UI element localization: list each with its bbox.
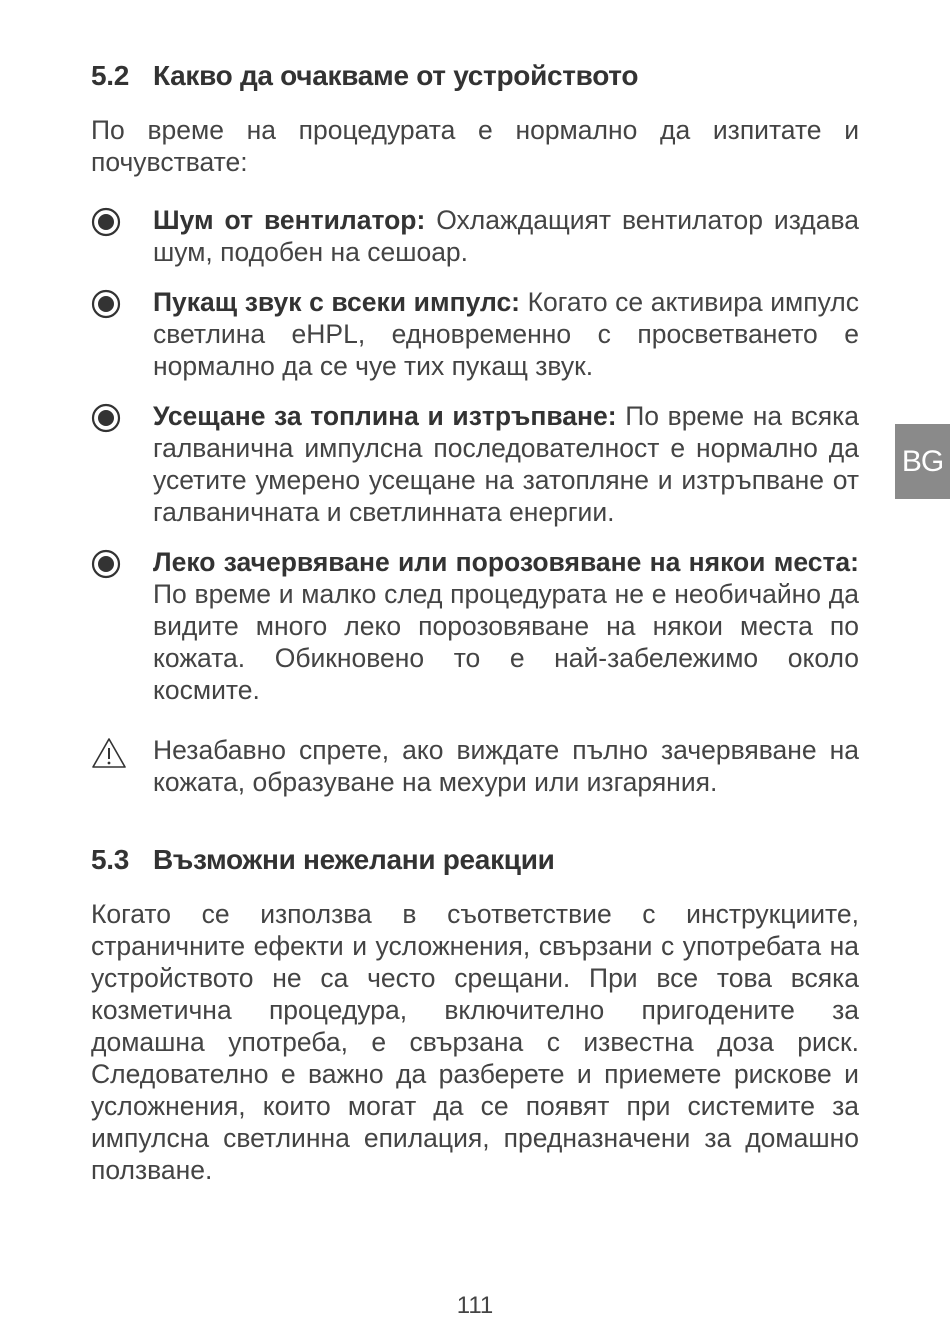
warning-triangle-icon	[91, 737, 127, 769]
list-item-body: Когато се активира импулс светлина eHPL, едновременно с просветването е нормално да се чуе тих пукащ звук.	[153, 287, 859, 381]
warning-text: Незабавно спрете, ако виждате пълно зачервяване на кожата, образуване на мехури или изгаряния.	[153, 735, 859, 797]
radio-bullet-icon	[91, 289, 121, 319]
warning-note	[91, 734, 859, 798]
list-item-body: По време и малко след процедурата не е необичайно да видите много леко порозовяване на някои места по кожата. Обикновено то е най-забележимо около космите.	[153, 579, 859, 705]
radio-bullet-icon	[91, 207, 121, 237]
list-item-text	[153, 286, 859, 382]
list-item	[91, 400, 859, 528]
list-item-lead: Усещане за топлина и изтръпване:	[153, 401, 617, 431]
list-item-body: Охлаждащият вентилатор издава шум, подобен на сешоар.	[153, 205, 859, 267]
list-item	[91, 204, 859, 268]
section-number: 5.2	[91, 60, 130, 91]
section-title: Възможни нежелани реакции	[153, 844, 555, 875]
section-5-2-heading	[91, 60, 638, 92]
language-tab: BG	[895, 424, 950, 499]
list-item-lead: Леко зачервяване или порозовяване на някои места:	[153, 547, 859, 577]
list-item-text	[153, 204, 859, 268]
section-5-3-heading	[91, 844, 555, 876]
list-item	[91, 546, 859, 706]
section-title: Какво да очакваме от устройството	[153, 60, 639, 91]
page-number: 111	[456, 1292, 494, 1319]
list-item-text	[153, 400, 859, 528]
list-item-body: По време на всяка галванична импулсна последователност е нормално да усетите умерено усещане на затопляне и изтръпване от галваничната и светлинната енергии.	[153, 401, 859, 527]
radio-bullet-icon	[91, 549, 121, 579]
section-5-3-body: Когато се използва в съответствие с инструкциите, страничните ефекти и усложнения, свързани с употребата на устройството не са често срещани. При все това всяка козметична процедура, включително пригодените за домашна употреба, е свързана с известна доза риск. Следователно е важно да разберете и приемете рискове и усложнения, които могат да се появят при системите за импулсна светлинна епилация, предназначени за домашно ползване.	[91, 899, 859, 1185]
list-item-lead: Пукащ звук с всеки импулс:	[153, 287, 521, 317]
section-5-2-intro: По време на процедурата е нормално да изпитате и почувствате:	[91, 115, 859, 177]
radio-bullet-icon	[91, 403, 121, 433]
section-number: 5.3	[91, 844, 130, 875]
list-item-lead: Шум от вентилатор:	[153, 205, 426, 235]
list-item	[91, 286, 859, 382]
list-item-text	[153, 546, 859, 706]
